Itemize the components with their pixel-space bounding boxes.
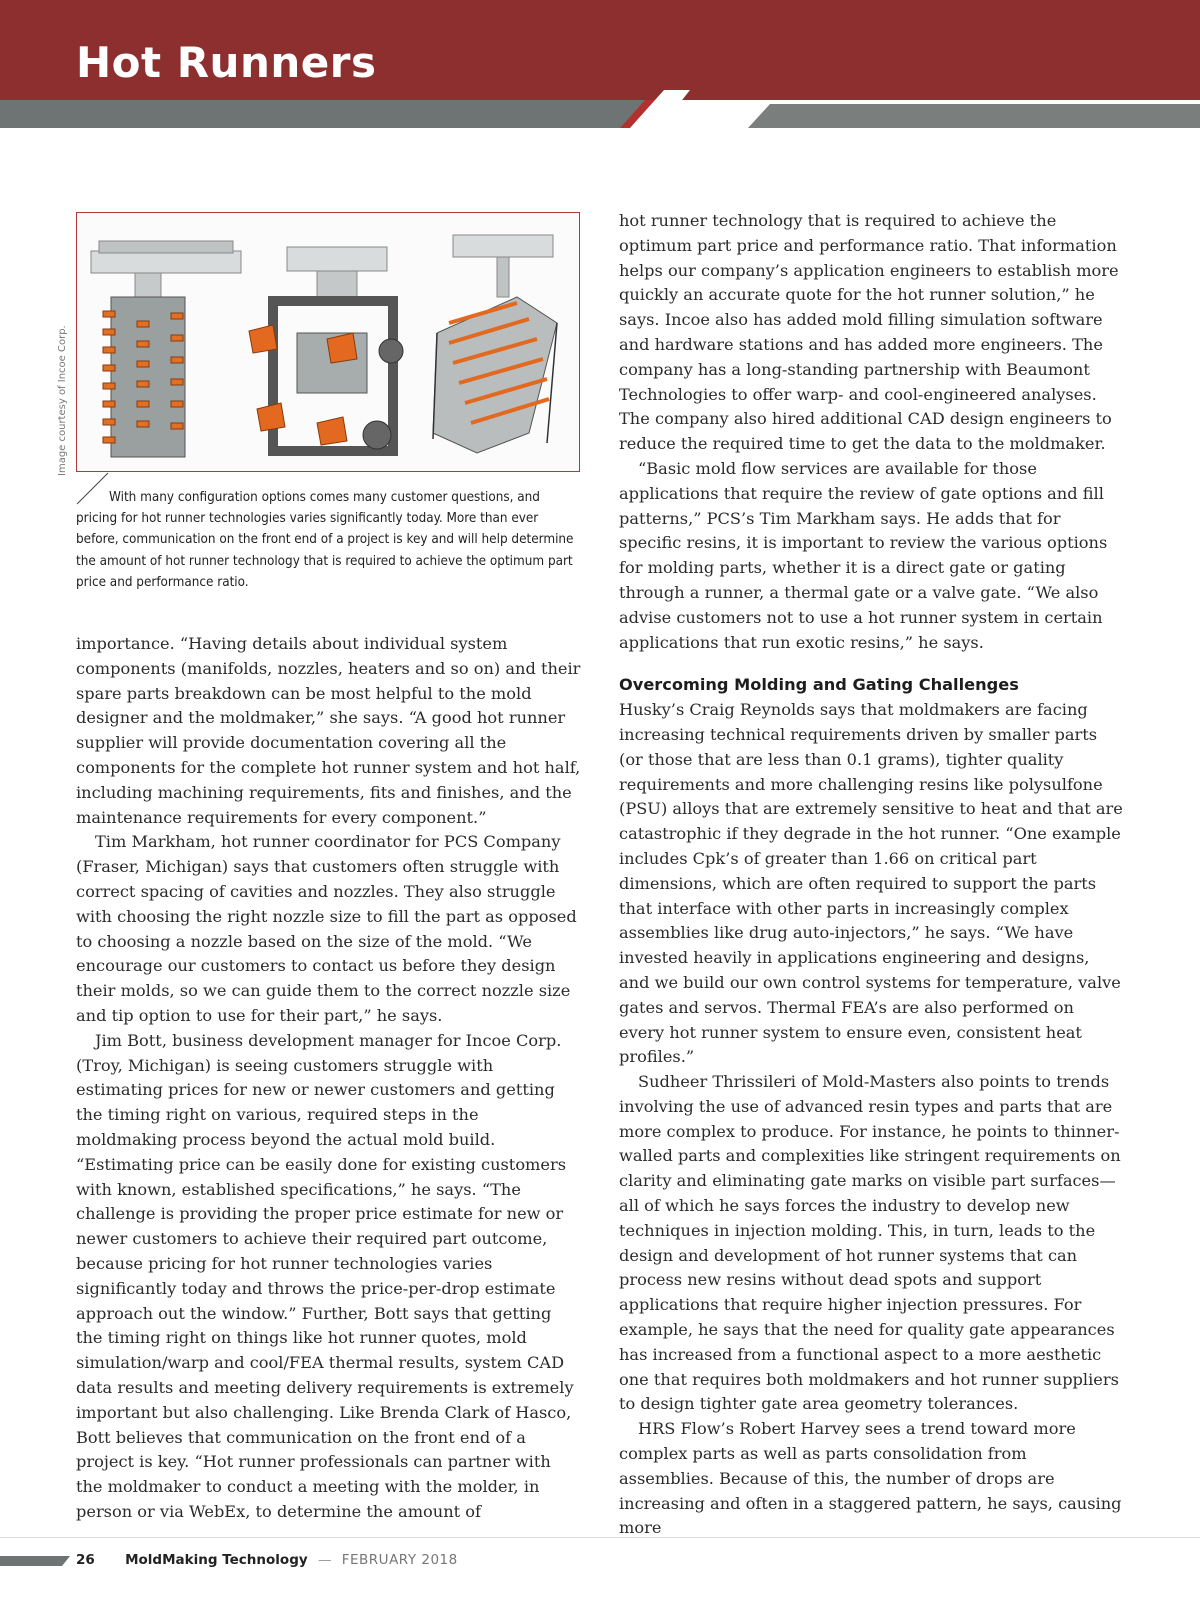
paragraph: Sudheer Thrissileri of Mold-Masters also points to trends involving the use of advanced resin types and parts that are more complex to produce. For instance, he points to thinner-walled parts and complexities like stringent requirements on clarity and eliminating gate marks on visible part surfaces—all of which he says forces the industry to develop new techniques in injection molding. This, in turn, leads to the design and development of hot runner systems that can process new resins without dead spots and support applications that require higher injection pressures. For example, he says that the need for quality gate appearances has increased from a functional aspect to a more aesthetic one that requires both moldmakers and hot runner suppliers to design tighter gate area geometry tolerances. (619, 1072, 1121, 1414)
right-column (619, 209, 1124, 1541)
page-number: 26 (76, 1552, 95, 1568)
hot-runner-manifold-stack-icon (91, 241, 241, 457)
footer-accent-bar (0, 1556, 70, 1566)
hot-runner-figure (76, 212, 580, 472)
magazine-name: MoldMaking Technology (125, 1552, 308, 1568)
section-subhead: Overcoming Molding and Gating Challenges (619, 675, 1019, 695)
paragraph: HRS Flow’s Robert Harvey sees a trend toward more complex parts as well as parts consolidation from assemblies. Because of this, the number of drops are increasing and often in a staggered pattern, he says, causing more (619, 1419, 1122, 1538)
paragraph: hot runner technology that is required to achieve the optimum part price and performance ratio. That information helps our company’s application engineers to establish more quickly an accurate quote for the hot runner solution,” he says. Incoe also has added mold filling simulation software and hardware stations and has added more engineers. The company has a long-standing partnership with Beaumont Technologies to offer warp- and cool-engineered analyses. The company also hired additional CAD design engineers to reduce the required time to get the data to the moldmaker. (619, 211, 1119, 454)
paragraph: Husky’s Craig Reynolds says that moldmakers are facing increasing technical requirements driven by smaller parts (or those that are less than 0.1 grams), tighter quality requirements and more challenging resins like polysulfone (PSU) alloys that are extremely sensitive to heat and that are catastrophic if they degrade in the hot runner. “One example includes Cpk’s of greater than 1.66 on critical part dimensions, which are often required to support the parts that interface with other parts in increasingly complex assemblies like drug auto-injectors,” he says. “We have invested heavily in applications engineering and designs, and we build our own control systems for temperature, valve gates and servos. Thermal FEA’s are also performed on every hot runner system to ensure even, consistent heat profiles.” (619, 700, 1123, 1067)
hot-runner-illustration (77, 213, 579, 471)
section-title: Hot Runners (76, 38, 377, 87)
hot-runner-angled-manifold-icon (433, 235, 557, 453)
image-credit: Image courtesy of Incoe Corp. (57, 325, 68, 476)
paragraph: Jim Bott, business development manager for Incoe Corp. (Troy, Michigan) is seeing customers struggle with estimating prices for new or newer customers and getting the timing right on various, required steps in the moldmaking process beyond the actual mold build. “Estimating price can be easily done for existing customers with known, established specifications,” he says. “The challenge is providing the proper price estimate for new or newer customers to achieve their required part outcome, because pricing for hot runner technologies varies significantly today and throws the price-per-drop estimate approach out the window.” Further, Bott says that getting the timing right on things like hot runner quotes, mold simulation/warp and cool/FEA thermal results, system CAD data results and meeting delivery requirements is extremely important but also challenging. Like Brenda Clark of Hasco, Bott believes that communication on the front end of a project is key. “Hot runner professionals can partner with the moldmaker to conduct a meeting with the molder, in person or via WebEx, to determine the amount of (76, 1030, 574, 1521)
paragraph: Tim Markham, hot runner coordinator for PCS Company (Fraser, Michigan) says that customers often struggle with correct spacing of cavities and nozzles. They also struggle with choosing the right nozzle size to fill the part as opposed to choosing a nozzle based on the size of the mold. “We encourage our customers to contact us before they design their molds, so we can guide them to the correct nozzle size and tip option to use for their part,” he says. (76, 832, 577, 1025)
paragraph: importance. “Having details about individual system components (manifolds, nozzles, heaters and so on) and their spare parts breakdown can be most helpful to the mold designer and the moldmaker,” she says. “A good hot runner supplier will provide documentation covering all the components for the complete hot runner system and hot half, including machining requirements, fits and finishes, and the maintenance requirements for every component.” (76, 634, 581, 827)
footer-separator: — (317, 1552, 332, 1568)
figure-caption: With many configuration options comes many customer questions, and pricing for hot runner technologies varies significantly today. More than ever before, communication on the front end of a project is key and will help determine the amount of hot runner technology that is required to achieve the optimum part price and performance ratio. (76, 490, 574, 590)
footer (76, 1552, 458, 1568)
paragraph: “Basic mold flow services are available for those applications that require the review of gate options and fill patterns,” PCS’s Tim Markham says. He adds that for specific resins, it is important to review the various options for molding parts, whether it is a direct gate or gating through a runner, a thermal gate or a valve gate. “We also advise customers not to use a hot runner system in certain applications that run exotic resins,” he says. (619, 458, 1108, 652)
footer-rule (0, 1537, 1200, 1538)
hot-runner-frame-nozzles-icon (249, 247, 403, 451)
left-column (76, 632, 581, 1525)
issue-date: FEBRUARY 2018 (341, 1552, 458, 1568)
